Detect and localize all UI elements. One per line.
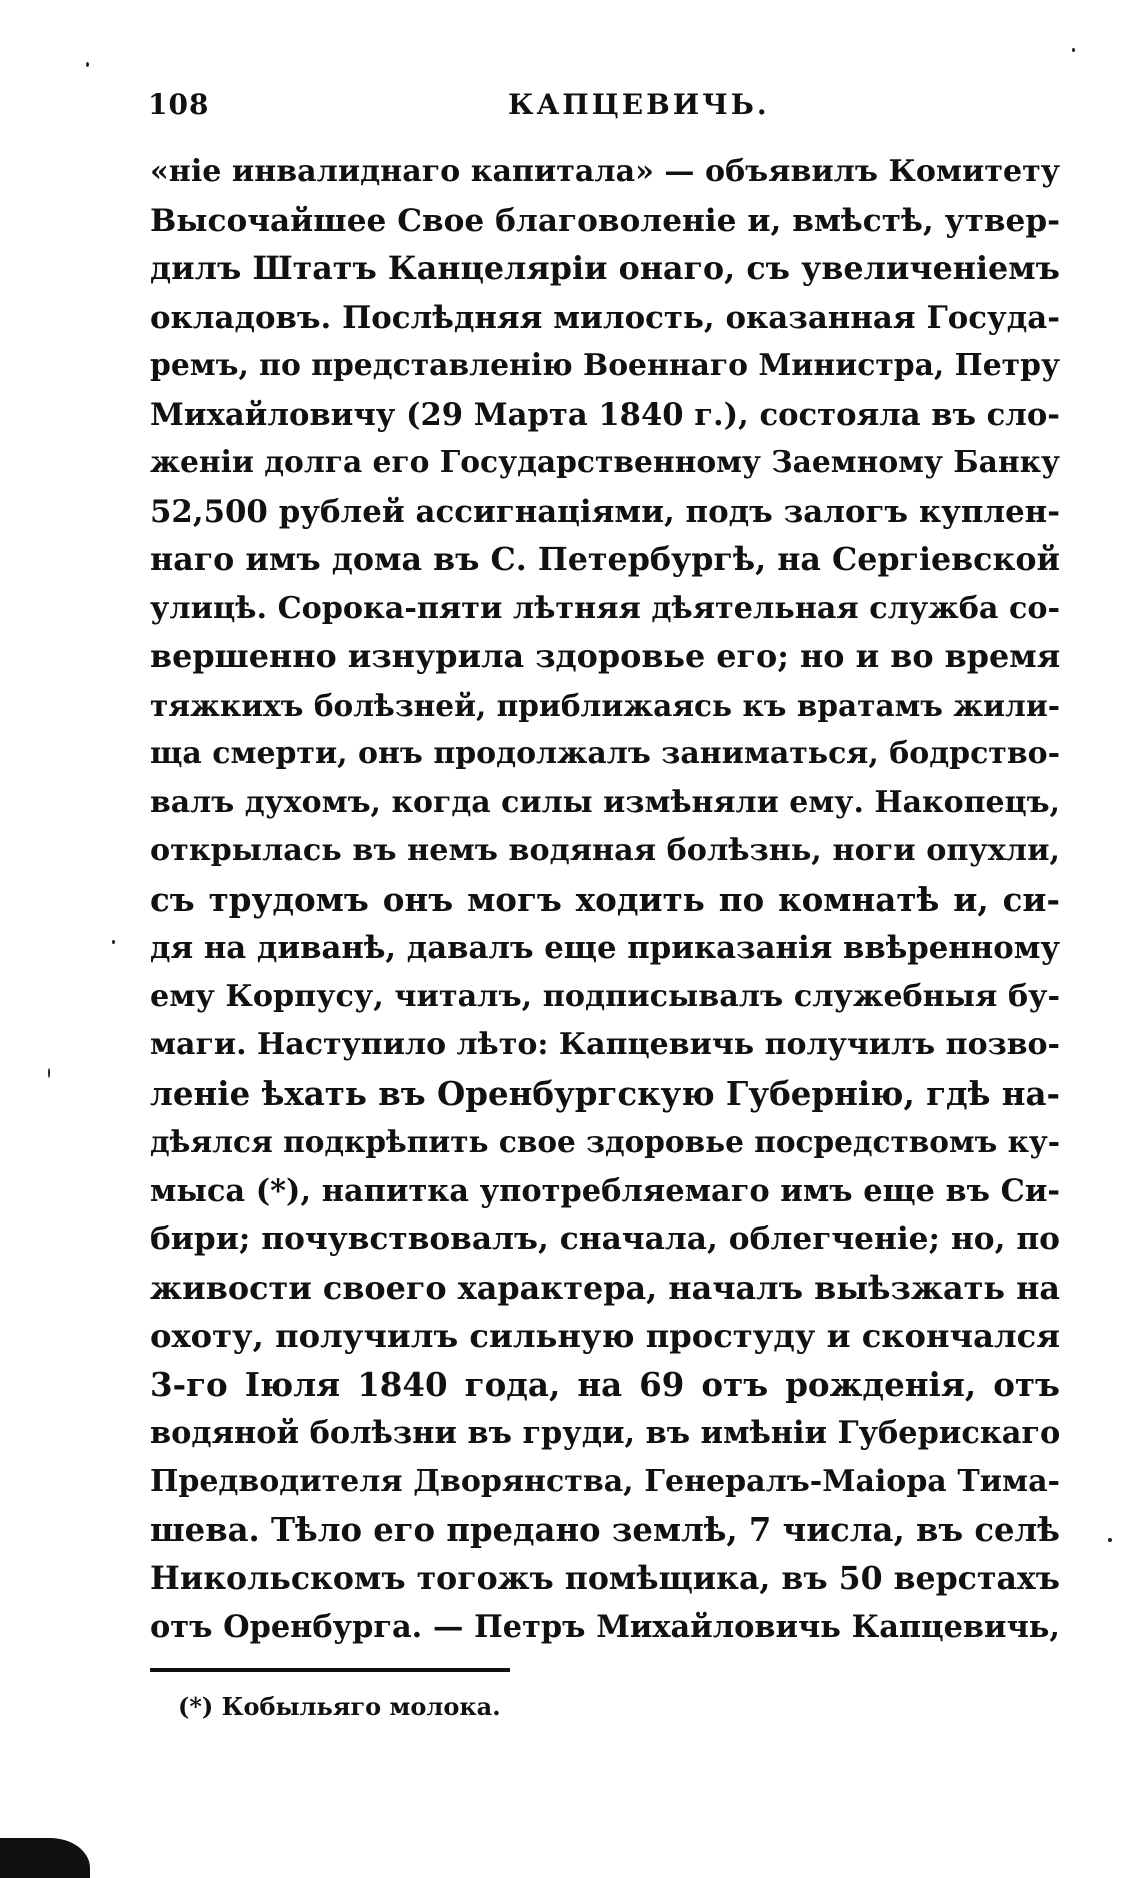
scan-speck xyxy=(1072,48,1075,52)
scan-edge-blot xyxy=(0,1838,90,1878)
text-line: ремъ, по представленію Военнаго Министра, Петру xyxy=(150,348,1060,383)
text-line: бири; почувствовалъ, сначала, облегченіе; но, по xyxy=(150,1221,1060,1257)
scan-speck xyxy=(112,940,115,944)
text-line: наго имъ дома въ С. Петербургѣ, на Сергіевской xyxy=(150,541,1060,578)
text-line: 3-го Іюля 1840 года, на 69 отъ рожденія, отъ xyxy=(150,1364,1060,1404)
text-line: вершенно изнурила здоровье его; но и во время xyxy=(150,638,1061,675)
text-line: отъ Оренбурга. — Петръ Михайловичь Капцевичь, xyxy=(150,1609,1060,1645)
scan-speck xyxy=(86,62,89,67)
text-line: ему Корпусу, читалъ, подписывалъ служебныя бу- xyxy=(150,978,1060,1014)
text-line: Никольскомъ тогожъ помѣщика, въ 50 верстахъ xyxy=(150,1559,1060,1597)
running-head: КАПЦЕВИЧЬ. xyxy=(508,88,770,121)
scan-speck xyxy=(48,1068,50,1078)
text-line: водяной болѣзни въ груди, въ имѣніи Губерискаго xyxy=(150,1415,1061,1451)
text-line: Высочайшее Свое благоволеніе и, вмѣстѣ, утвер- xyxy=(150,202,1060,239)
text-line: Предводителя Дворянства, Генералъ-Маіора Тима- xyxy=(150,1463,1060,1499)
page-header xyxy=(148,88,1056,128)
text-line: охоту, получилъ сильную простуду и скончался xyxy=(150,1317,1060,1355)
page-number: 108 xyxy=(148,88,210,121)
text-line: улицѣ. Сорока-пяти лѣтняя дѣятельная служба со- xyxy=(150,590,1060,626)
text-line: тяжкихъ болѣзней, приближаясь къ вратамъ жили- xyxy=(150,687,1060,723)
text-line: леніе ѣхать въ Оренбургскую Губернію, гдѣ на- xyxy=(150,1074,1060,1113)
text-line: ща смерти, онъ продолжалъ заниматься, бодрство- xyxy=(150,736,1060,771)
text-line: валъ духомъ, когда силы измѣняли ему. Накопецъ, xyxy=(150,784,1060,820)
text-line: 52,500 рублей ассигнаціями, подъ залогъ куплен- xyxy=(150,493,1060,530)
text-line: дилъ Штатъ Канцеляріи онаго, съ увеличеніемъ xyxy=(150,250,1060,287)
text-line: «ніе инвалиднаго капитала» — объявилъ Комитету xyxy=(150,154,1060,189)
scan-speck xyxy=(1108,1538,1112,1542)
body-text xyxy=(150,148,1060,1652)
footnote: (*) Кобыльяго молока. xyxy=(178,1692,501,1721)
text-line: живости своего характера, началъ выѣзжать на xyxy=(150,1268,1060,1307)
text-line: шева. Тѣло его предано землѣ, 7 числа, въ селѣ xyxy=(150,1511,1060,1549)
text-line: открылась въ немъ водяная болѣзнь, ноги опухли, xyxy=(150,833,1060,868)
text-line: мыса (*), напитка употребляемаго имъ еще въ Си- xyxy=(150,1172,1060,1209)
text-line: маги. Наступило лѣто: Капцевичь получилъ позво- xyxy=(150,1027,1060,1062)
text-line: съ трудомъ онъ могъ ходить по комнатѣ и, си- xyxy=(150,879,1060,919)
text-line: дѣялся подкрѣпить свое здоровье посредствомъ ку- xyxy=(150,1124,1060,1159)
text-line: дя на диванѣ, давалъ еще приказанія ввѣренному xyxy=(150,930,1061,966)
text-line: окладовъ. Послѣдняя милость, оказанная Госуда- xyxy=(150,299,1060,336)
footnote-divider xyxy=(150,1668,510,1672)
text-line: Михайловичу (29 Марта 1840 г.), состояла въ сло- xyxy=(150,396,1060,433)
text-line: женіи долга его Государственному Заемному Банку xyxy=(150,445,1061,480)
